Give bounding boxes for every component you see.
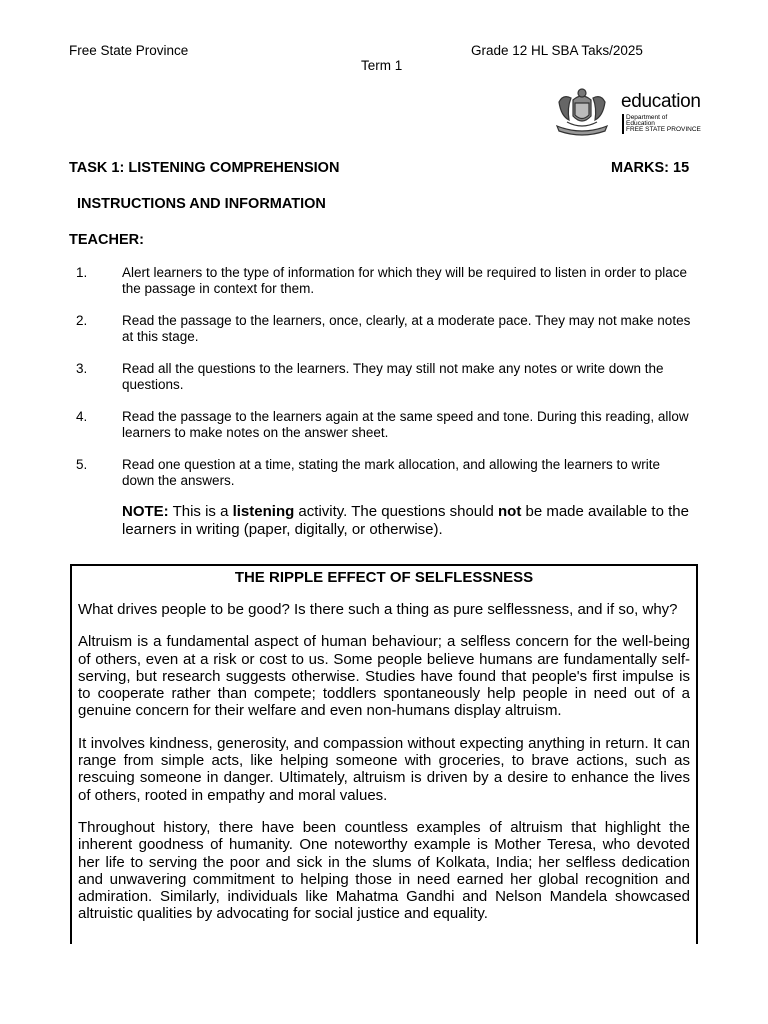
list-item bbox=[76, 409, 696, 441]
logo-divider bbox=[622, 114, 624, 134]
task-marks: MARKS: 15 bbox=[611, 160, 690, 176]
list-item-text: Read all the questions to the learners. They may still not make any notes or write down the questions. bbox=[122, 361, 664, 392]
note-bold-not: not bbox=[498, 503, 522, 520]
list-item-text: Read the passage to the learners again at the same speed and tone. During this reading, allow learners to make notes on the answer sheet. bbox=[122, 409, 689, 440]
teacher-heading: TEACHER: bbox=[69, 232, 144, 248]
note-part1: This is a bbox=[168, 503, 233, 520]
header-grade: Grade 12 HL SBA Taks/2025 bbox=[471, 43, 643, 58]
note-part2: activity. The questions should bbox=[294, 503, 498, 520]
logo-line1: Department of bbox=[626, 114, 668, 121]
instructions-heading: INSTRUCTIONS AND INFORMATION bbox=[77, 196, 326, 212]
list-item-number: 1. bbox=[76, 265, 88, 280]
logo-line2: Education bbox=[626, 120, 655, 127]
header-term: Term 1 bbox=[361, 58, 403, 73]
logo-line3: FREE STATE PROVINCE bbox=[626, 126, 701, 133]
header-province: Free State Province bbox=[69, 43, 189, 58]
list-item bbox=[76, 265, 696, 297]
list-item bbox=[76, 457, 696, 489]
note-paragraph bbox=[122, 503, 697, 539]
coat-of-arms-icon bbox=[553, 86, 611, 138]
list-item-number: 3. bbox=[76, 361, 88, 376]
logo-word: education bbox=[621, 91, 701, 112]
passage-paragraph: It involves kindness, generosity, and compassion without expecting anything in return. It can range from simple acts, like helping someone with groceries, to brave actions, such as rescuing someone in danger. Ultimately, altruism is driven by a desire to enhance the lives of others, rooted in empathy and moral values. bbox=[78, 734, 690, 804]
list-item-text: Read the passage to the learners, once, clearly, at a moderate pace. They may not make notes at this stage. bbox=[122, 313, 691, 344]
list-item-number: 2. bbox=[76, 313, 88, 328]
list-item-number: 4. bbox=[76, 409, 88, 424]
passage-paragraph: What drives people to be good? Is there such a thing as pure selflessness, and if so, why? bbox=[78, 601, 678, 618]
education-logo bbox=[553, 86, 705, 138]
list-item-text: Alert learners to the type of information for which they will be required to listen in order to place the passage in context for them. bbox=[122, 265, 688, 296]
note-part3: be made available to the learners in writing (paper, digitally, or otherwise). bbox=[122, 503, 689, 538]
passage-box bbox=[70, 564, 698, 944]
task-title: TASK 1: LISTENING COMPREHENSION bbox=[69, 160, 340, 176]
note-bold-listening: listening bbox=[232, 503, 295, 520]
passage-paragraph: Altruism is a fundamental aspect of human behaviour; a selfless concern for the well-being of others, even at a risk or cost to us. Some people believe humans are fundamentally self-serving, but research suggests otherwise. Studies have found that people's first impulse is to cooperate rather than compete; toddlers spontaneously help people in need out of a genuine concern for their welfare and even non-humans display altruism. bbox=[78, 633, 690, 720]
list-item-number: 5. bbox=[76, 457, 88, 472]
list-item bbox=[76, 361, 696, 393]
list-item-text: Read one question at a time, stating the mark allocation, and allowing the learners to write down the answers. bbox=[122, 457, 661, 488]
teacher-instructions-list bbox=[76, 265, 696, 505]
passage-paragraph: Throughout history, there have been countless examples of altruism that highlight the inherent goodness of humanity. One noteworthy example is Mother Teresa, who devoted her life to serving the poor and sick in the slums of Kolkata, India; her selfless dedication and unwavering commitment to helping those in need earned her global recognition and admiration. Similarly, individuals like Mahatma Gandhi and Nelson Mandela showcased altruistic qualities by advocating for social justice and equality. bbox=[78, 818, 690, 923]
passage-title: THE RIPPLE EFFECT OF SELFLESSNESS bbox=[234, 569, 534, 586]
note-label: NOTE: bbox=[122, 503, 169, 520]
list-item bbox=[76, 313, 696, 345]
